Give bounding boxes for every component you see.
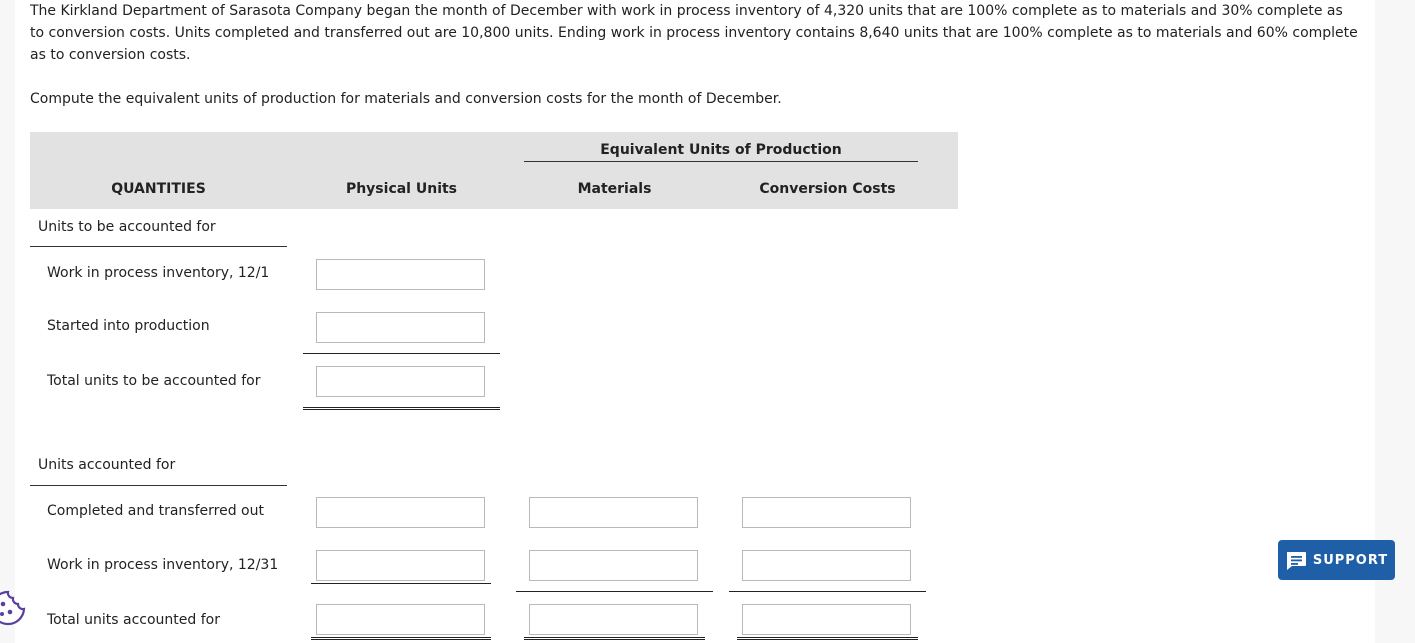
section-rule — [30, 246, 287, 247]
completed-physical-input[interactable] — [316, 497, 485, 528]
total-double-rule — [311, 637, 491, 640]
cookie-icon[interactable] — [0, 590, 26, 626]
header-equivalent-units: Equivalent Units of Production — [600, 142, 842, 158]
total-accounted-conversion-input[interactable] — [742, 604, 911, 635]
subtotal-rule — [729, 591, 926, 592]
header-conversion-costs: Conversion Costs — [759, 181, 896, 197]
problem-prompt: Compute the equivalent units of production for materials and conversion costs for the month of December. — [30, 91, 782, 107]
row-label-started: Started into production — [47, 318, 210, 334]
header-underline — [524, 161, 918, 162]
header-physical-units: Physical Units — [345, 181, 458, 197]
support-label: SUPPORT — [1312, 552, 1389, 568]
completed-materials-input[interactable] — [529, 497, 698, 528]
total-to-account-physical-input[interactable] — [316, 366, 485, 397]
support-button[interactable] — [1278, 540, 1395, 580]
total-double-rule — [524, 637, 705, 640]
started-physical-input[interactable] — [316, 312, 485, 343]
total-accounted-physical-input[interactable] — [316, 604, 485, 635]
header-quantities: QUANTITIES — [111, 181, 206, 197]
wip-ending-conversion-input[interactable] — [742, 550, 911, 581]
row-label-total-accounted: Total units accounted for — [47, 612, 220, 628]
wip-beginning-physical-input[interactable] — [316, 259, 485, 290]
section-units-accounted: Units accounted for — [38, 457, 176, 473]
total-double-rule — [737, 637, 918, 640]
section-rule — [30, 485, 287, 486]
subtotal-rule — [311, 583, 491, 584]
subtotal-rule — [516, 591, 713, 592]
subtotal-rule — [303, 353, 500, 354]
problem-text: The Kirkland Department of Sarasota Company began the month of December with work in process inventory of 4,320 units that are 100% complete as to materials and 30% complete as to conversion costs. Units completed and transferred out are 10,800 units. Ending work in process inventory contains 8,640 units that are 100% complete as to materials and 60% complete as to conversion costs. — [30, 3, 1358, 63]
row-label-wip-ending: Work in process inventory, 12/31 — [47, 557, 279, 573]
header-materials: Materials — [577, 181, 652, 197]
chat-icon — [1285, 549, 1307, 571]
row-label-total-to-account: Total units to be accounted for — [47, 373, 261, 389]
row-label-wip-beginning: Work in process inventory, 12/1 — [47, 265, 270, 281]
wip-ending-physical-input[interactable] — [316, 550, 485, 581]
completed-conversion-input[interactable] — [742, 497, 911, 528]
row-label-completed: Completed and transferred out — [47, 503, 264, 519]
wip-ending-materials-input[interactable] — [529, 550, 698, 581]
total-accounted-materials-input[interactable] — [529, 604, 698, 635]
section-units-to-be-accounted: Units to be accounted for — [38, 219, 216, 235]
total-double-rule — [303, 407, 500, 410]
